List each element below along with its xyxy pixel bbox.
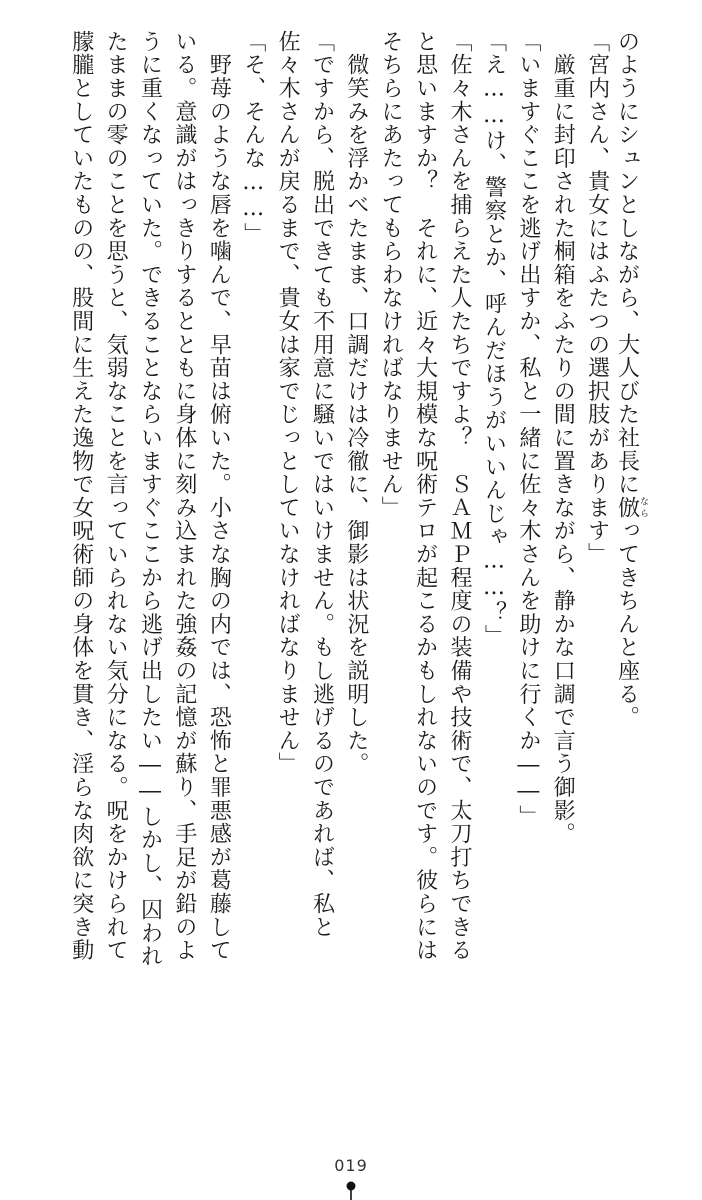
text-line: 「そ、そんな……」 — [240, 30, 266, 246]
bookmark-marker-icon — [345, 1180, 357, 1200]
vertical-text-block — [63, 30, 648, 1030]
text-line: 「え……け、警察とか、呼んだほうがいいんじゃ……？」 — [481, 30, 507, 648]
text-line: 「ですから、脱出できても不用意に騒いではいけません。もし逃げるのであれば、私と — [309, 30, 335, 939]
page-number: 019 — [334, 1156, 368, 1175]
text-line: 野苺のような唇を噛んで、早苗は俯いた。小さな胸の内では、恐怖と罪悪感が葛藤して — [206, 30, 232, 962]
text-line: 佐々木さんが戻るまで、貴女は家でじっとしていなければなりません」 — [275, 30, 301, 776]
text-line: 厳重に封印された桐箱をふたりの間に置きながら、静かな口調で言う御影。 — [550, 30, 576, 846]
text-line: うに重くなっていた。できることならいますぐここから逃げ出したい――しかし、囚われ — [137, 30, 163, 968]
ruby-annotation: 倣なら — [614, 496, 648, 520]
text-line: 朦朧としていたものの、股間に生えた逸物で女呪術師の身体を貫き、淫らな肉欲に突き動 — [68, 30, 94, 962]
text-line: 「佐々木さんを捕らえた人たちですよ？ ＳＡＭＰ程度の装備や技術で、太刀打ちできる — [447, 30, 473, 962]
text-line: のようにシュンとしながら、大人びた社長に倣ならってきちんと座る。 — [614, 30, 648, 730]
text-line: そちらにあたってもらわなければなりません」 — [378, 30, 404, 520]
text-line: たままの零のことを思うと、気弱なことを言っていられない気分になる。呪をかけられて — [103, 30, 129, 962]
text-line: いる。意識がはっきりするとともに身体に刻み込まれた強姦の記憶が蘇り、手足が鉛のよ — [171, 30, 197, 962]
text-line: 「宮内さん、貴女にはふたつの選択肢があります」 — [584, 30, 610, 566]
text-line: 微笑みを浮かべたまま、口調だけは冷徹に、御影は状況を説明した。 — [343, 30, 369, 776]
text-line: 「いますぐここを逃げ出すか、私と一緒に佐々木さんを助けに行くか――」 — [515, 30, 541, 829]
text-line: と思いますか？ それに、近々大規模な呪術テロが起こるかもしれないのです。彼らには — [412, 30, 438, 962]
ruby-reading: なら — [638, 496, 648, 520]
